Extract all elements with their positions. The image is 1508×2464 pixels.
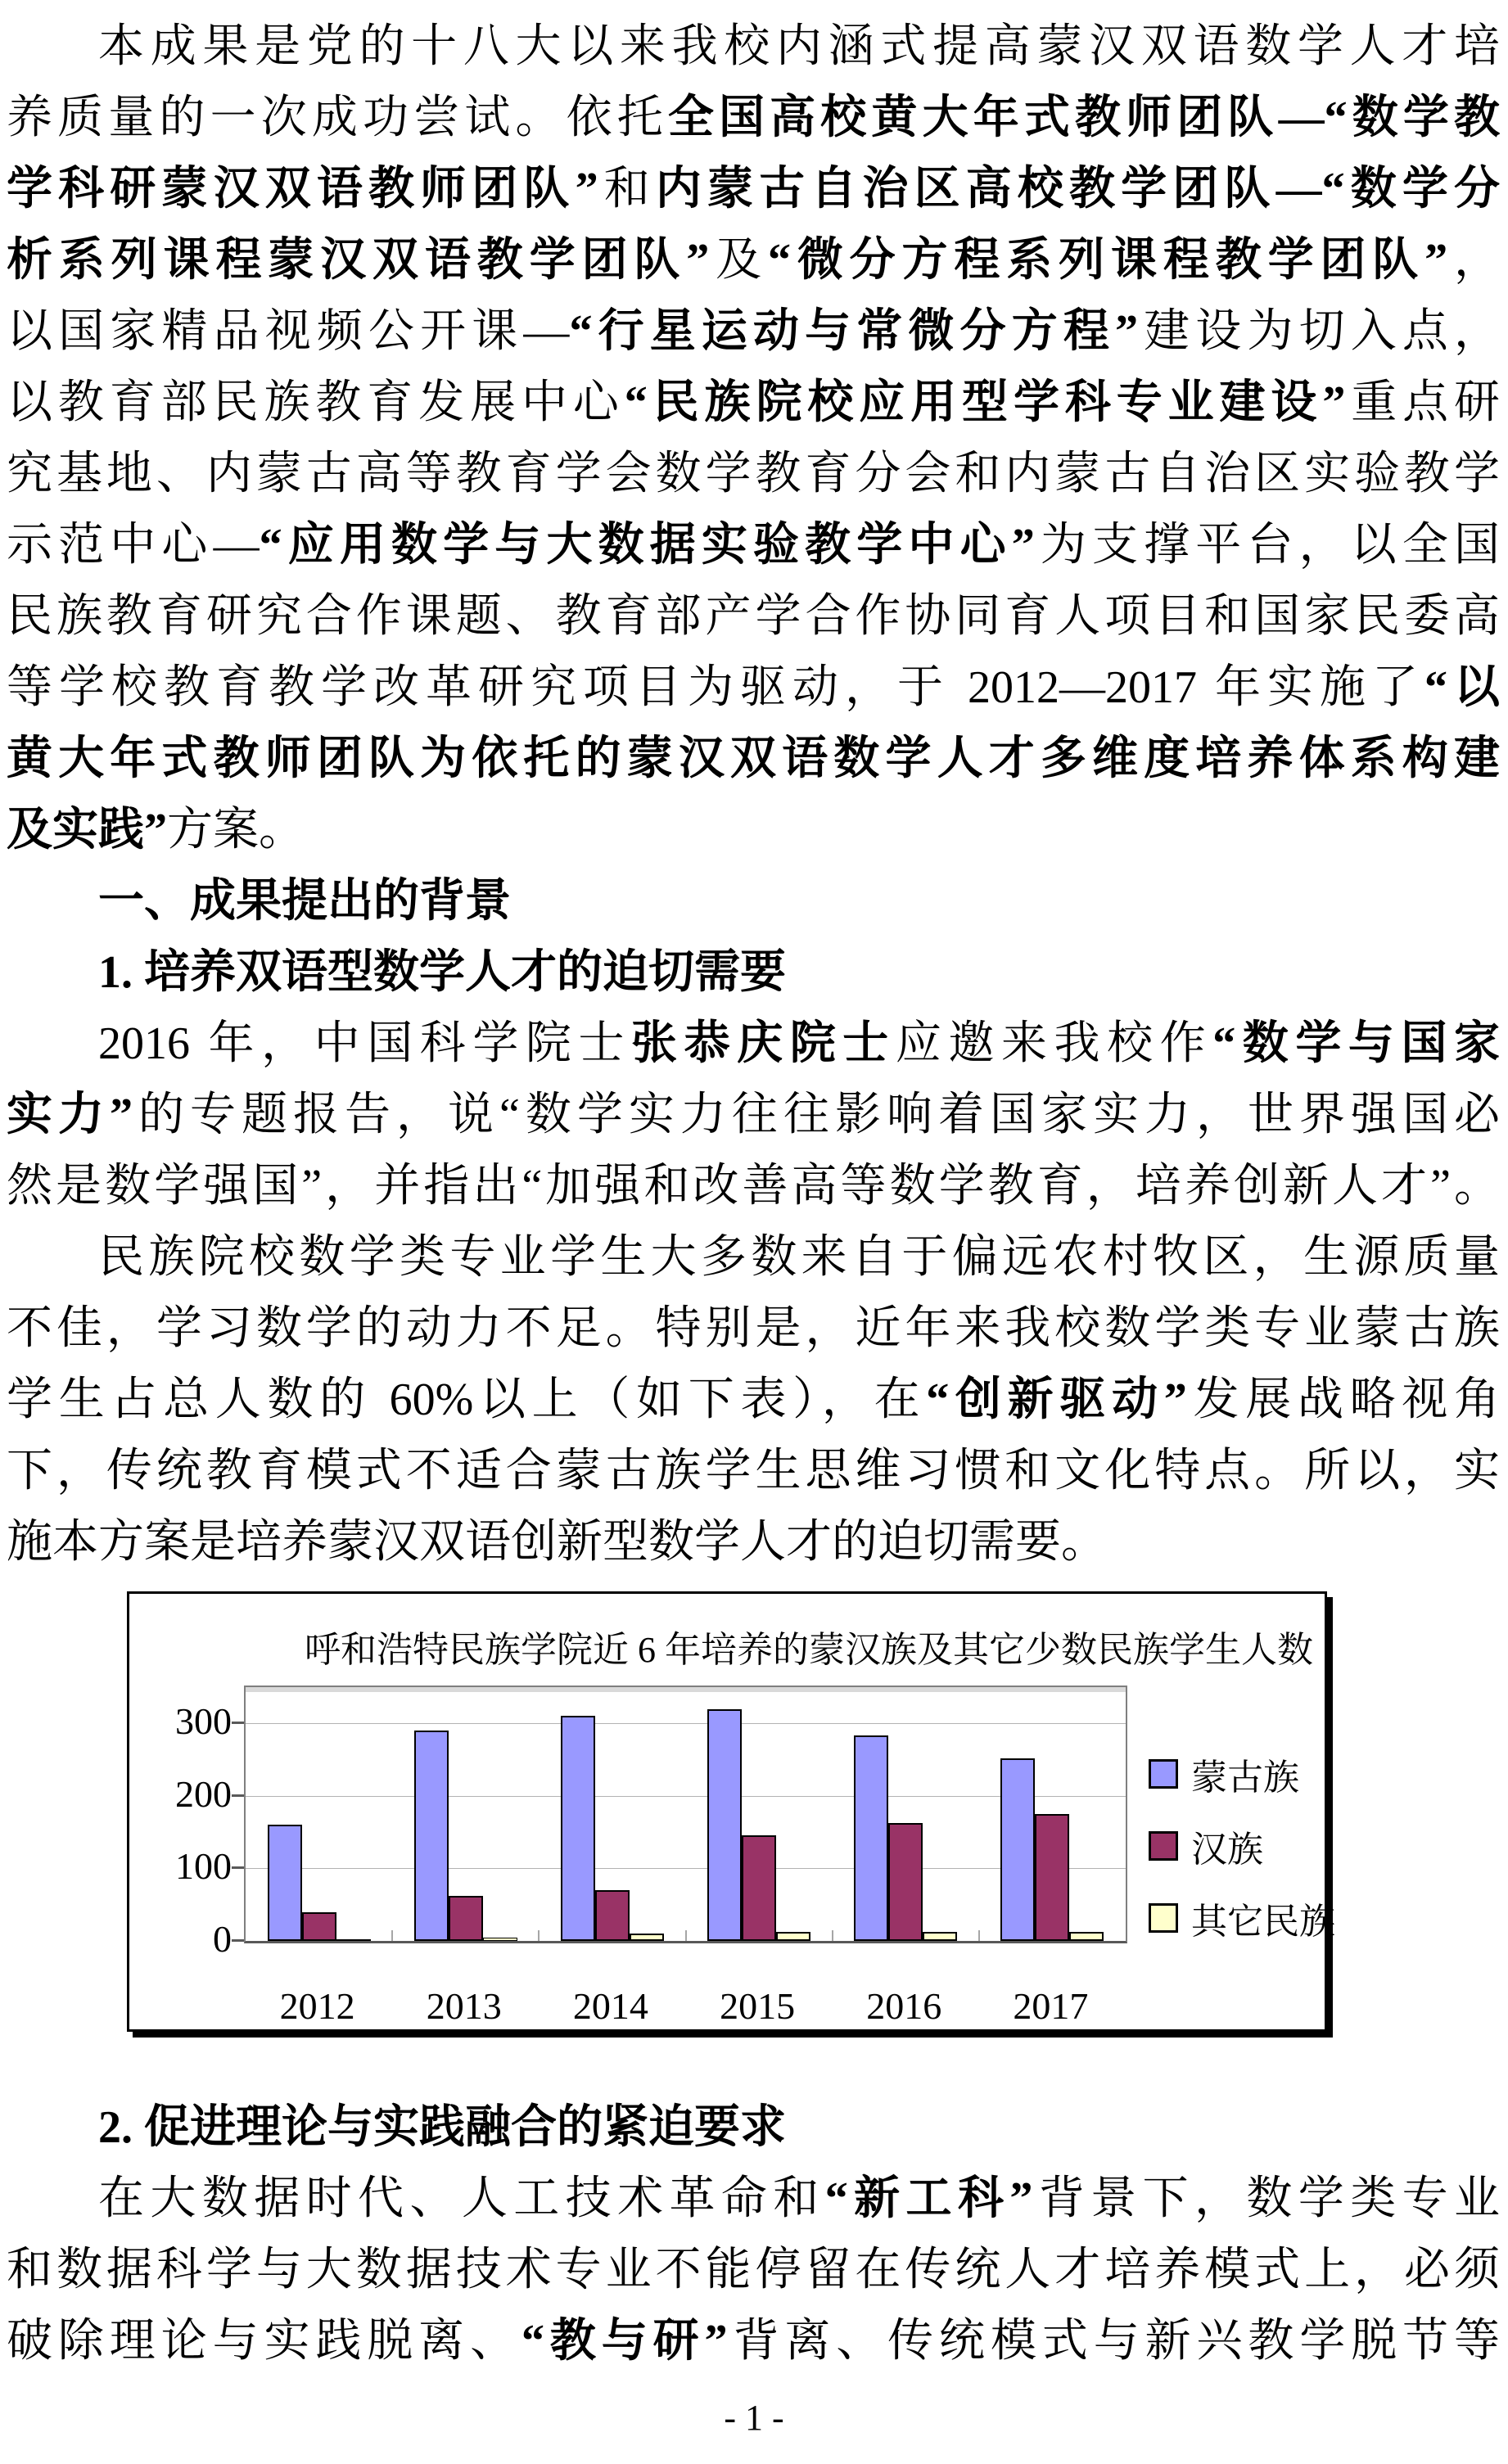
text-segment: 本成果是党的十八大以来我校内涵式提高蒙汉双语数学人才培: [98, 21, 1500, 72]
chart-plot-area: [244, 1686, 1127, 1943]
text-line: [7, 1151, 1500, 1222]
heading-line: [7, 937, 1500, 1009]
bold-text-segment: 学科研蒙汉双语教师团队”: [7, 164, 598, 214]
legend-label: 汉族: [1191, 1830, 1263, 1870]
bar-蒙古族-2014: [561, 1716, 595, 1941]
text-line: [7, 581, 1500, 652]
text-line: [7, 225, 1500, 296]
bar-蒙古族-2016: [854, 1735, 888, 1941]
bar-其它民族-2017: [1069, 1932, 1104, 1941]
text-line: [7, 1080, 1500, 1151]
bold-text-segment: 2. 促进理论与实践融合的紧迫要求: [98, 2102, 786, 2153]
bar-其它民族-2015: [776, 1932, 810, 1941]
text-segment: 然是数学强国”，并指出“加强和改善高等数学教育，培养创新人才”。: [7, 1161, 1500, 1212]
legend-swatch-icon: [1149, 1759, 1178, 1789]
legend-label: 其它民族: [1191, 1902, 1335, 1942]
document-body-bottom: [7, 2092, 1500, 2377]
text-line: [7, 11, 1500, 83]
text-line: [7, 795, 1500, 866]
bold-text-segment: “以: [1424, 662, 1500, 713]
bar-汉族-2012: [302, 1912, 336, 1941]
x-axis-label-2013: 2013: [426, 1985, 502, 2027]
legend-item: [1149, 1820, 1335, 1872]
bar-蒙古族-2012: [268, 1825, 302, 1941]
y-axis-label-200: 200: [175, 1772, 232, 1815]
bar-蒙古族-2017: [1000, 1758, 1035, 1941]
x-axis-label-2017: 2017: [1013, 1985, 1089, 2027]
text-line: [7, 1436, 1500, 1507]
text-segment: 重点研: [1345, 377, 1501, 428]
bar-汉族-2013: [449, 1896, 483, 1941]
bold-text-segment: “数学与国家: [1212, 1018, 1501, 1069]
text-line: [7, 1365, 1500, 1436]
bar-其它民族-2013: [483, 1938, 517, 1941]
text-line: [7, 2164, 1500, 2235]
bold-text-segment: 及实践”: [7, 805, 167, 855]
x-axis-label-2014: 2014: [572, 1985, 648, 2027]
text-line: [7, 2306, 1500, 2377]
bold-text-segment: 内蒙古自治区高校教学团队—“数学分: [655, 164, 1501, 214]
text-line: [7, 1293, 1500, 1365]
legend-label: 蒙古族: [1191, 1758, 1299, 1798]
document-body-top: [7, 11, 1500, 1578]
gridline-200: [246, 1796, 1126, 1797]
text-segment: 建设为切入点，: [1138, 306, 1501, 357]
bold-text-segment: “教与研”: [521, 2316, 728, 2367]
bold-text-segment: 全国高校黄大年式教师团队—“数学教: [667, 93, 1501, 143]
bold-text-segment: 张恭庆院士: [631, 1018, 896, 1069]
text-segment: 发展战略视角: [1186, 1374, 1501, 1425]
text-segment: 学生占总人数的 60%以上（如下表），在: [7, 1374, 927, 1425]
x-axis-tick: [538, 1930, 540, 1941]
text-segment: 民族院校数学类专业学生大多数来自于偏远农村牧区，生源质量: [98, 1232, 1500, 1283]
y-axis-label-100: 100: [175, 1845, 232, 1888]
bold-text-segment: “行星运动与常微分方程”: [569, 306, 1139, 357]
text-line: [7, 368, 1500, 439]
y-axis-tick: [232, 1866, 244, 1869]
chart-legend: [1149, 1748, 1335, 1964]
page-number: - 1 -: [724, 2398, 784, 2438]
text-segment: 及: [709, 235, 768, 286]
text-segment: 究基地、内蒙古高等教育学会数学教育分会和内蒙古自治区实验教学: [7, 449, 1500, 499]
gridline-300: [246, 1723, 1126, 1724]
x-axis-tick: [391, 1930, 393, 1941]
legend-swatch-icon: [1149, 1903, 1178, 1933]
chart-title: 呼和浩特民族学院近 6 年培养的蒙汉族及其它少数民族学生人数: [305, 1630, 1313, 1670]
text-line: [7, 83, 1500, 154]
text-segment: 方案。: [167, 805, 305, 855]
text-segment: 养质量的一次成功尝试。依托: [7, 93, 668, 143]
text-segment: 和数据科学与大数据技术专业不能停留在传统人才培养模式上，必须: [7, 2245, 1500, 2295]
y-axis-tick: [232, 1939, 244, 1942]
text-line: [7, 652, 1500, 724]
text-line: [7, 1507, 1500, 1578]
text-segment: 的专题报告，说“数学实力往往影响着国家实力，世界强国必: [133, 1090, 1501, 1140]
legend-item: [1149, 1892, 1335, 1944]
bold-text-segment: 实力”: [7, 1090, 133, 1140]
text-line: [7, 154, 1500, 225]
text-segment: 以国家精品视频公开课—: [7, 306, 570, 357]
gridline-100: [246, 1868, 1126, 1869]
text-segment: 示范中心—: [7, 520, 260, 571]
y-axis-label-0: 0: [213, 1918, 232, 1960]
text-line: [7, 296, 1500, 368]
bold-text-segment: “新工科”: [824, 2173, 1033, 2224]
text-line: [7, 439, 1500, 510]
legend-swatch-icon: [1149, 1831, 1178, 1861]
text-segment: 背景下，数学类专业: [1032, 2173, 1501, 2224]
text-line: [7, 1009, 1500, 1080]
bar-其它民族-2012: [336, 1939, 371, 1941]
bar-汉族-2015: [742, 1835, 776, 1941]
text-segment: 施本方案是培养蒙汉双语创新型数学人才的迫切需要。: [7, 1517, 1107, 1568]
text-segment: 民族教育研究合作课题、教育部产学合作协同育人项目和国家民委高: [7, 591, 1500, 642]
bold-text-segment: “应用数学与大数据实验教学中心”: [259, 520, 1035, 571]
heading-line: [7, 2092, 1500, 2164]
text-segment: 等学校教育教学改革研究项目为驱动，于 2012—2017 年实施了: [7, 662, 1424, 713]
x-axis-label-2016: 2016: [866, 1985, 942, 2027]
bold-text-segment: “创新驱动”: [926, 1374, 1187, 1425]
text-segment: 背离、传统模式与新兴教学脱节等: [727, 2316, 1501, 2367]
y-axis-tick: [232, 1722, 244, 1724]
x-axis-tick: [978, 1930, 980, 1941]
chart: [127, 1591, 1335, 2032]
bold-text-segment: 一、成果提出的背景: [98, 876, 511, 927]
text-line: [7, 2235, 1500, 2306]
bar-其它民族-2016: [923, 1932, 957, 1941]
y-axis-label-300: 300: [175, 1700, 232, 1743]
x-axis-label-2015: 2015: [720, 1985, 796, 2027]
bar-汉族-2014: [595, 1890, 630, 1941]
bold-text-segment: 1. 培养双语型数学人才的迫切需要: [98, 947, 786, 998]
text-segment: 下，传统教育模式不适合蒙古族学生思维习惯和文化特点。所以，实: [7, 1446, 1500, 1496]
text-segment: 为支撑平台，以全国: [1034, 520, 1501, 571]
x-axis-tick: [832, 1930, 833, 1941]
text-segment: 破除理论与实践脱离、: [7, 2316, 521, 2367]
text-line: [7, 1222, 1500, 1293]
text-segment: ，: [1447, 235, 1501, 286]
bar-其它民族-2014: [630, 1934, 664, 1941]
y-axis-tick: [232, 1794, 244, 1797]
heading-line: [7, 866, 1500, 937]
bar-汉族-2016: [888, 1823, 923, 1941]
bar-蒙古族-2015: [707, 1709, 742, 1941]
text-segment: 不佳，学习数学的动力不足。特别是，近年来我校数学类专业蒙古族: [7, 1303, 1500, 1354]
text-segment: 在大数据时代、人工技术革命和: [98, 2173, 825, 2224]
bold-text-segment: “民族院校应用型学科专业建设”: [624, 377, 1346, 428]
bold-text-segment: 析系列课程蒙汉双语教学团队”: [7, 235, 710, 286]
text-line: [7, 724, 1500, 795]
bar-蒙古族-2013: [414, 1731, 449, 1941]
text-segment: 以教育部民族教育发展中心: [7, 377, 625, 428]
bold-text-segment: “微分方程系列课程教学团队”: [767, 235, 1448, 286]
x-axis-tick: [685, 1930, 687, 1941]
text-line: [7, 510, 1500, 581]
bold-text-segment: 黄大年式教师团队为依托的蒙汉双语数学人才多维度培养体系构建: [7, 733, 1500, 784]
text-segment: 应邀来我校作: [895, 1018, 1213, 1069]
x-axis-label-2012: 2012: [279, 1985, 355, 2027]
text-segment: 2016 年，中国科学院士: [98, 1018, 632, 1069]
bar-汉族-2017: [1035, 1814, 1069, 1941]
text-segment: 和: [598, 164, 656, 214]
legend-item: [1149, 1748, 1335, 1800]
